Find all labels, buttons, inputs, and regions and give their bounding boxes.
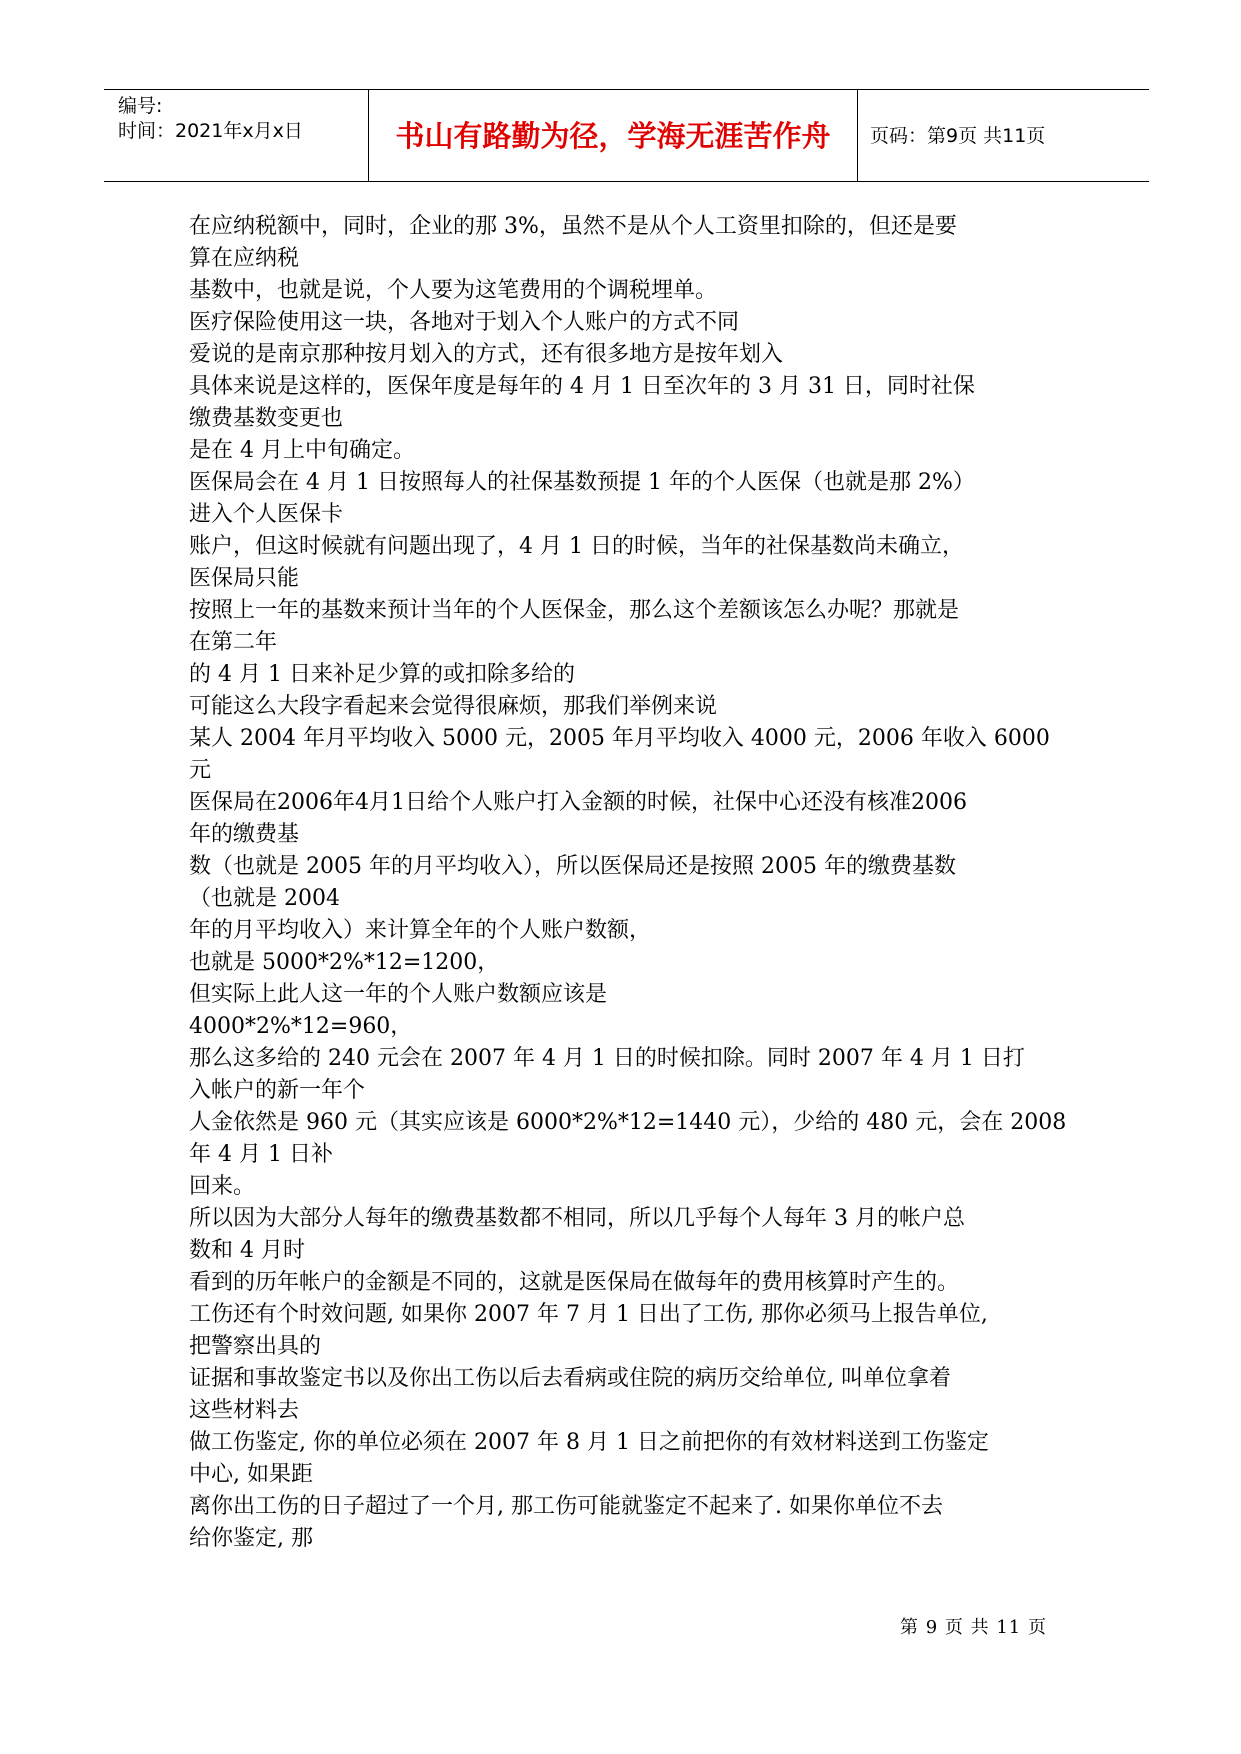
body-text (189, 211, 1069, 1555)
body-line: 医疗保险使用这一块，各地对于划入个人账户的方式不同 (189, 310, 740, 335)
body-line: （也就是 2004 (189, 886, 340, 911)
body-line: 人金依然是 960 元（其实应该是 6000*2%*12=1440 元），少给的 480 元，会在 2008 (189, 1110, 1067, 1135)
body-line: 是在 4 月上中旬确定。 (189, 438, 415, 463)
body-line: 进入个人医保卡 (189, 502, 344, 527)
body-line: 回来。 (189, 1174, 256, 1199)
body-line: 年的缴费基 (189, 822, 300, 847)
body-line: 也就是 5000*2%*12=1200， (189, 950, 500, 975)
body-line: 在应纳税额中，同时，企业的那 3%，虽然不是从个人工资里扣除的，但还是要 (189, 214, 957, 239)
body-line: 爱说的是南京那种按月划入的方式，还有很多地方是按年划入 (189, 342, 784, 367)
body-line: 医保局在2006年4月1日给个人账户打入金额的时候，社保中心还没有核准2006 (189, 790, 967, 815)
body-line: 具体来说是这样的，医保年度是每年的 4 月 1 日至次年的 3 月 31 日，同时社保 (189, 374, 975, 399)
body-line: 医保局只能 (189, 566, 300, 591)
body-line: 给你鉴定, 那 (189, 1526, 313, 1551)
body-line: 算在应纳税 (189, 246, 300, 271)
body-line: 在第二年 (189, 630, 278, 655)
body-line: 这些材料去 (189, 1398, 300, 1423)
header-right-cell (858, 90, 1149, 181)
body-line: 但实际上此人这一年的个人账户数额应该是 (189, 982, 608, 1007)
body-line: 入帐户的新一年个 (189, 1078, 366, 1103)
body-line: 元 (189, 758, 212, 783)
time-label: 时间：2021年x月x日 (118, 120, 303, 142)
page-footer: 第 9 页 共 11 页 (900, 1617, 1047, 1638)
body-line: 4000*2%*12=960， (189, 1014, 413, 1039)
body-line: 所以因为大部分人每年的缴费基数都不相同，所以几乎每个人每年 3 月的帐户总 (189, 1206, 965, 1231)
body-line: 缴费基数变更也 (189, 406, 344, 431)
body-line: 数和 4 月时 (189, 1238, 305, 1263)
body-line: 工伤还有个时效问题, 如果你 2007 年 7 月 1 日出了工伤, 那你必须马上报告单位, (189, 1302, 988, 1327)
body-line: 那么这多给的 240 元会在 2007 年 4 月 1 日的时候扣除。同时 2007 年 4 月 1 日打 (189, 1046, 1025, 1071)
body-line: 某人 2004 年月平均收入 5000 元，2005 年月平均收入 4000 元，2006 年收入 6000 (189, 726, 1050, 751)
body-line: 的 4 月 1 日来补足少算的或扣除多给的 (189, 662, 575, 687)
page-label: 页码：第9页 共11页 (870, 125, 1046, 147)
body-line: 基数中，也就是说，个人要为这笔费用的个调税埋单。 (189, 278, 718, 303)
body-line: 看到的历年帐户的金额是不同的，这就是医保局在做每年的费用核算时产生的。 (189, 1270, 960, 1295)
body-line: 做工伤鉴定, 你的单位必须在 2007 年 8 月 1 日之前把你的有效材料送到工伤鉴定 (189, 1430, 989, 1455)
body-line: 可能这么大段字看起来会觉得很麻烦，那我们举例来说 (189, 694, 718, 719)
body-line: 离你出工伤的日子超过了一个月, 那工伤可能就鉴定不起来了. 如果你单位不去 (189, 1494, 943, 1519)
serial-label: 编号: (118, 95, 163, 117)
header-middle-cell (369, 90, 858, 181)
header-left-cell (104, 90, 369, 181)
page-header (104, 89, 1149, 182)
body-line: 按照上一年的基数来预计当年的个人医保金，那么这个差额该怎么办呢？那就是 (189, 598, 960, 623)
body-line: 医保局会在 4 月 1 日按照每人的社保基数预提 1 年的个人医保（也就是那 2%） (189, 470, 975, 495)
body-line: 证据和事故鉴定书以及你出工伤以后去看病或住院的病历交给单位, 叫单位拿着 (189, 1366, 951, 1391)
body-line: 中心, 如果距 (189, 1462, 313, 1487)
body-line: 年 4 月 1 日补 (189, 1142, 333, 1167)
body-line: 数（也就是 2005 年的月平均收入），所以医保局还是按照 2005 年的缴费基数 (189, 854, 956, 879)
body-line: 年的月平均收入）来计算全年的个人账户数额， (189, 918, 652, 943)
motto-text: 书山有路勤为径，学海无涯苦作舟 (395, 119, 831, 153)
body-line: 账户，但这时候就有问题出现了，4 月 1 日的时候，当年的社保基数尚未确立， (189, 534, 964, 559)
body-line: 把警察出具的 (189, 1334, 322, 1359)
